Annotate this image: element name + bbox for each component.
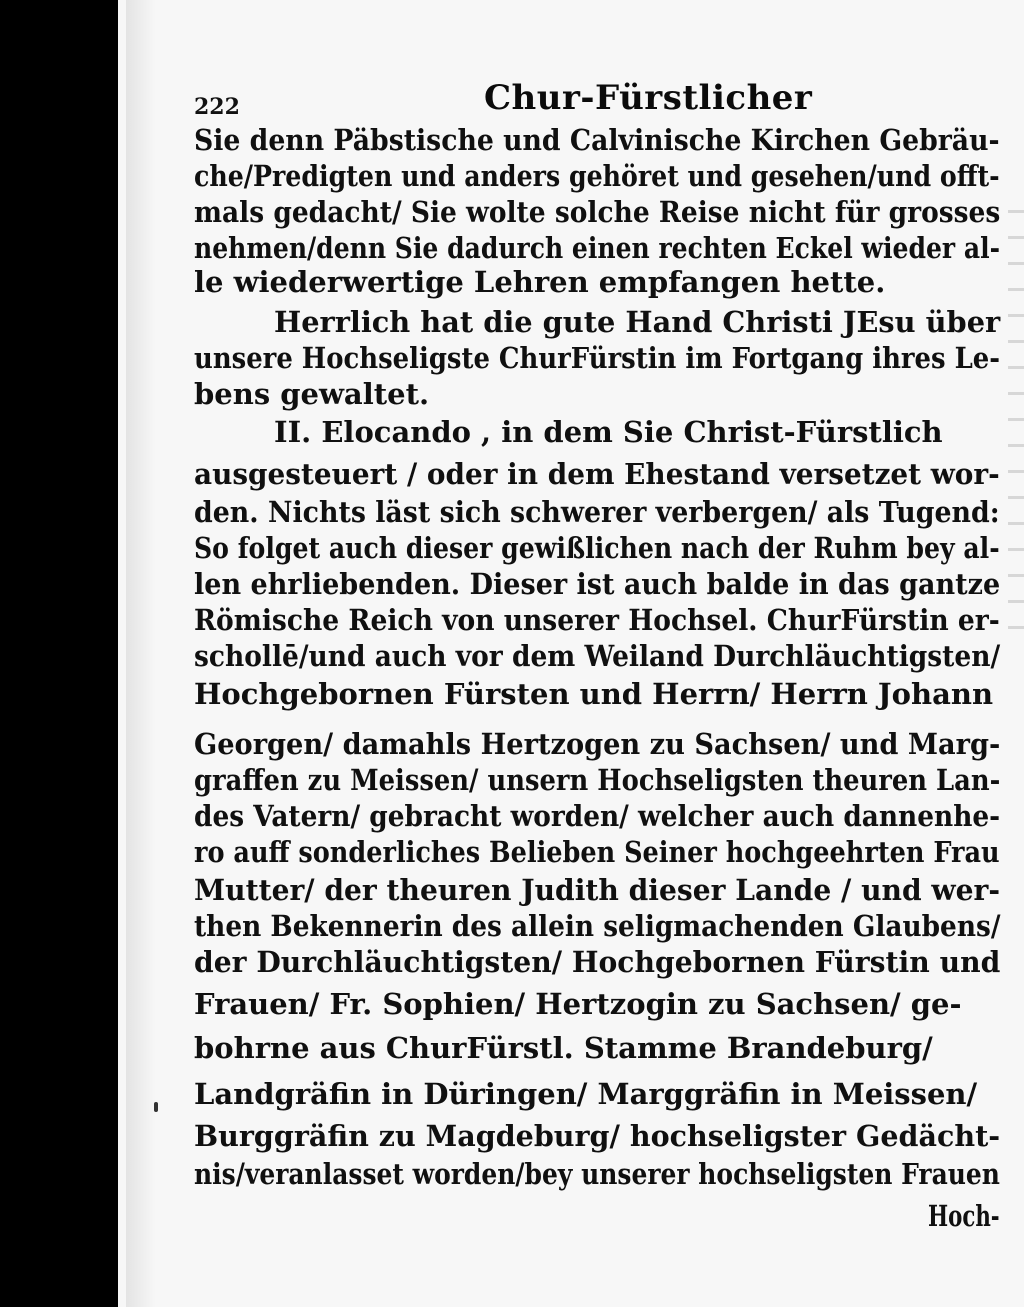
text-line-15: schollē/und auch vor dem Weiland Durchläuchtigsten/ bbox=[194, 639, 1001, 673]
text-line-12: So folget auch dieser gewißlichen nach der Ruhm bey al- bbox=[194, 531, 1000, 565]
text-line-14: Römische Reich von unserer Hochsel. ChurFürstin er- bbox=[194, 603, 1000, 637]
text-line-6: Herrlich hat die gute Hand Christi JEsu über bbox=[274, 305, 1001, 339]
running-title: Chur-Fürstlicher bbox=[484, 78, 813, 118]
text-line-3: mals gedacht/ Sie wolte solche Reise nicht für grosses bbox=[194, 195, 1001, 229]
text-line-19: des Vatern/ gebracht worden/ welcher auch dannenhe- bbox=[194, 799, 1001, 833]
text-line-17: Georgen/ damahls Hertzogen zu Sachsen/ und Marg- bbox=[194, 727, 1001, 761]
text-line-7: unsere Hochseligste ChurFürstin im Fortgang ihres Le- bbox=[194, 341, 1001, 375]
page-edge-shadow bbox=[126, 0, 156, 1307]
text-line-1: Sie denn Päbstische und Calvinische Kirchen Gebräu- bbox=[194, 123, 1000, 157]
text-line-26: Landgräfin in Düringen/ Marggräfin in Meissen/ bbox=[194, 1077, 978, 1111]
show-through-marks bbox=[1008, 210, 1024, 630]
running-head bbox=[194, 78, 994, 124]
text-line-18: graffen zu Meissen/ unsern Hochseligsten theuren Lan- bbox=[194, 763, 1001, 797]
text-line-10: ausgesteuert / oder in dem Ehestand versetzet wor- bbox=[194, 457, 1000, 491]
text-line-20: ro auff sonderliches Belieben Seiner hochgeehrten Frau bbox=[194, 835, 1000, 869]
text-line-2: che/Predigten und anders gehöret und gesehen/und offt- bbox=[194, 159, 1000, 193]
text-line-8: bens gewaltet. bbox=[194, 377, 430, 411]
text-line-27: Burggräfin zu Magdeburg/ hochseligster Gedächt- bbox=[194, 1119, 1001, 1153]
text-line-13: len ehrliebenden. Dieser ist auch balde in das gantze bbox=[194, 567, 1001, 601]
book-page bbox=[118, 0, 1024, 1307]
text-line-11: den. Nichts läst sich schwerer verbergen/ als Tugend: bbox=[194, 495, 1000, 529]
text-line-22: then Bekennerin des allein seligmachenden Glaubens/ bbox=[194, 909, 1001, 943]
text-line-5: le wiederwertige Lehren empfangen hette. bbox=[194, 265, 886, 299]
catchword: Hoch- bbox=[928, 1199, 1000, 1233]
text-line-23: der Durchläuchtigsten/ Hochgebornen Fürstin und bbox=[194, 945, 1001, 979]
text-line-21: Mutter/ der theuren Judith dieser Lande / und wer- bbox=[194, 873, 1001, 907]
text-line-28: nis/veranlasset worden/bey unserer hochseligsten Frauen bbox=[194, 1157, 1000, 1191]
page-number: 222 bbox=[194, 94, 240, 120]
text-line-24: Frauen/ Fr. Sophien/ Hertzogin zu Sachsen/ ge- bbox=[194, 987, 962, 1021]
text-line-25: bohrne aus ChurFürstl. Stamme Brandeburg/ bbox=[194, 1031, 933, 1065]
text-line-9: II. Elocando , in dem Sie Christ-Fürstlich bbox=[274, 415, 943, 449]
ink-speck bbox=[154, 1102, 158, 1112]
text-line-16: Hochgebornen Fürsten und Herrn/ Herrn Johann bbox=[194, 677, 994, 711]
text-line-4: nehmen/denn Sie dadurch einen rechten Eckel wieder al- bbox=[194, 231, 1000, 265]
